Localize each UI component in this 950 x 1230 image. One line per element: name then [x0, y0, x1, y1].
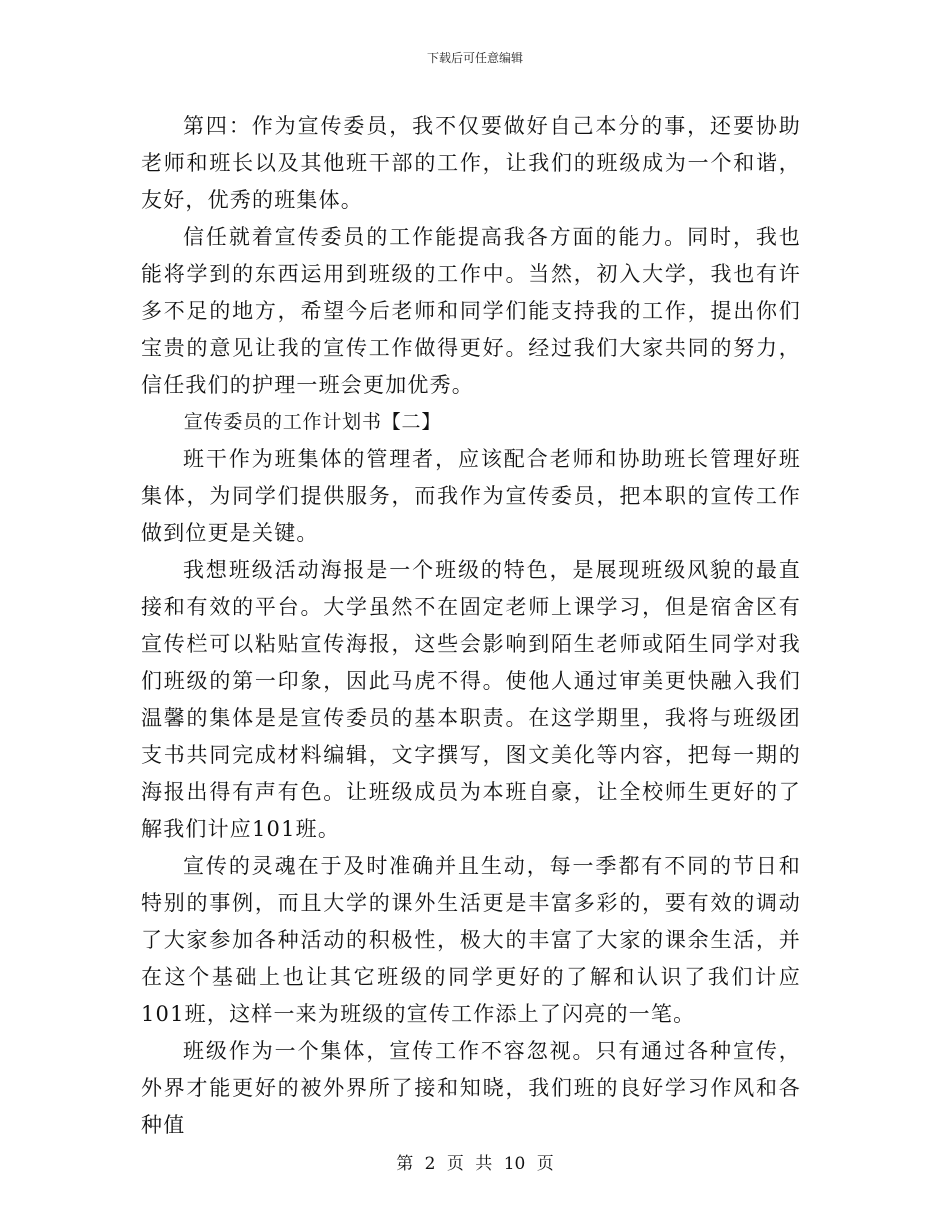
document-body [141, 108, 801, 1144]
section-heading: 宣传委员的工作计划书【二】 [183, 411, 442, 433]
paragraph-3: 班干作为班集体的管理者，应该配合老师和协助班长管理好班集体，为同学们提供服务，而我作为宣传委员，把本职的宣传工作做到位更是关键。 [141, 447, 801, 545]
paragraph-6: 班级作为一个集体，宣传工作不容忽视。只有通过各种宣传，外界才能更好的被外界所了接和知晓，我们班的良好学习作风和各种值 [141, 1039, 801, 1137]
page-number-footer: 第 2 页 共 10 页 [396, 1154, 554, 1174]
paragraph-1: 第四：作为宣传委员，我不仅要做好自己本分的事，还要协助老师和班长以及其他班干部的工作，让我们的班级成为一个和谐，友好，优秀的班集体。 [141, 114, 801, 212]
paragraph-5: 宣传的灵魂在于及时准确并且生动，每一季都有不同的节日和特别的事例，而且大学的课外生活更是丰富多彩的，要有效的调动了大家参加各种活动的积极性，极大的丰富了大家的课余生活，并在这个基础上也让其它班级的同学更好的了解和认识了我们计应101班，这样一来为班级的宣传工作添上了闪亮的一笔。 [141, 854, 801, 1026]
paragraph-2: 信任就着宣传委员的工作能提高我各方面的能力。同时，我也能将学到的东西运用到班级的工作中。当然，初入大学，我也有许多不足的地方，希望今后老师和同学们能支持我的工作，提出你们宝贵的意见让我的宣传工作做得更好。经过我们大家共同的努力，信任我们的护理一班会更加优秀。 [141, 225, 801, 397]
page-header: 下载后可任意编辑 [426, 51, 523, 65]
paragraph-4: 我想班级活动海报是一个班级的特色，是展现班级风貌的最直接和有效的平台。大学虽然不在固定老师上课学习，但是宿舍区有宣传栏可以粘贴宣传海报，这些会影响到陌生老师或陌生同学对我们班级的第一印象，因此马虎不得。使他人通过审美更快融入我们温馨的集体是是宣传委员的基本职责。在这学期里，我将与班级团支书共同完成材料编辑，文字撰写，图文美化等内容，把每一期的海报出得有声有色。让班级成员为本班自豪，让全校师生更好的了解我们计应101班。 [141, 558, 801, 841]
